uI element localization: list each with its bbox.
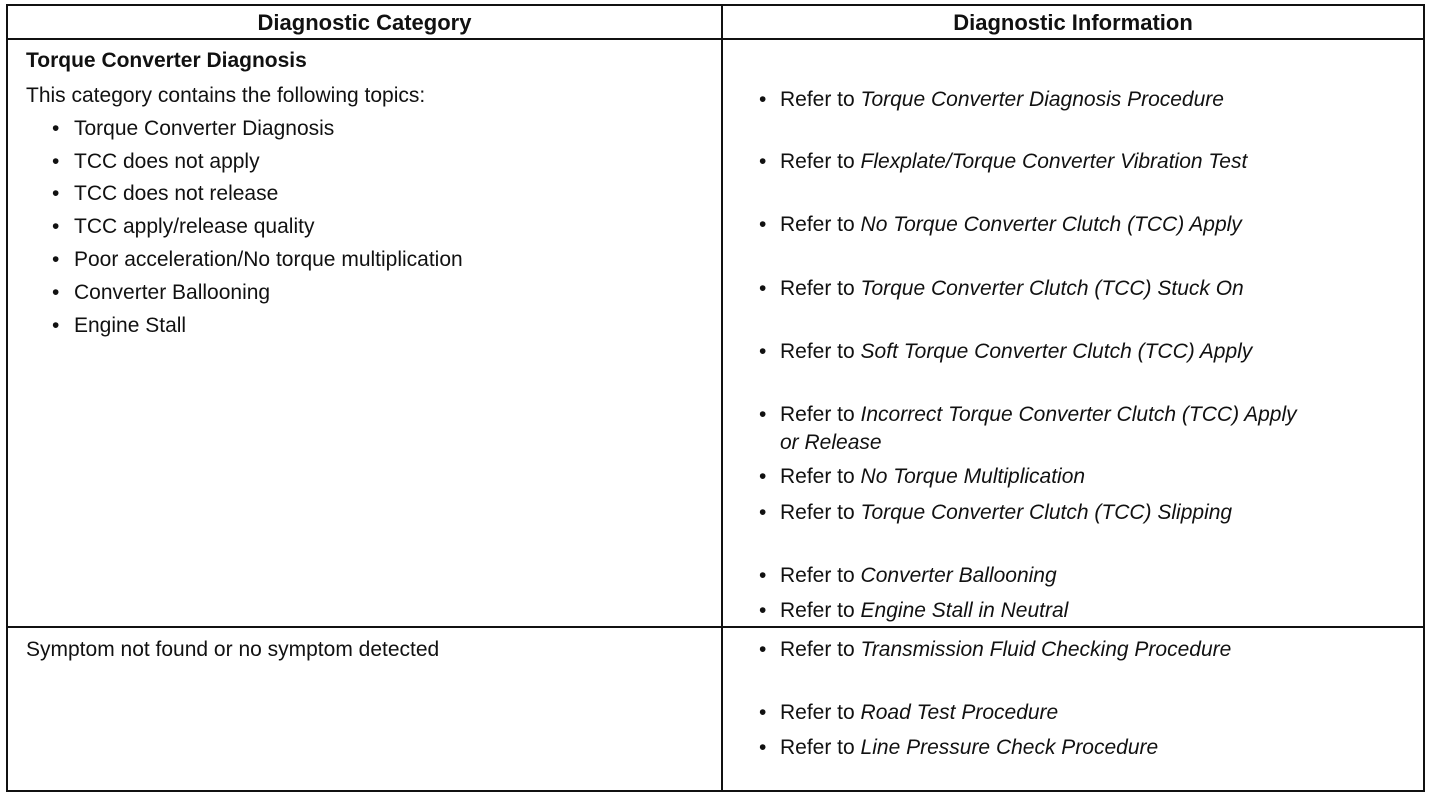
reference-link[interactable]: Soft Torque Converter Clutch (TCC) Apply [860,340,1253,363]
reference-link[interactable]: Incorrect Torque Converter Clutch (TCC) Apply [860,403,1297,426]
header-diagnostic-information: Diagnostic Information [953,10,1193,35]
bullet-icon: • [759,150,767,173]
section-title: Torque Converter Diagnosis [26,49,307,72]
refer-prefix: Refer to [780,501,855,524]
reference-continuation[interactable]: or Release [780,431,882,454]
refer-prefix: Refer to [780,150,855,173]
refer-prefix: Refer to [780,277,855,300]
bullet-icon: • [52,150,60,173]
refer-prefix: Refer to [780,213,855,236]
refer-prefix: Refer to [780,736,855,759]
bullet-icon: • [759,599,767,622]
bullet-icon: • [52,248,60,271]
reference-link[interactable]: Engine Stall in Neutral [860,599,1069,622]
reference-link[interactable]: Road Test Procedure [860,701,1059,724]
reference-item [780,597,1068,625]
bullet-icon: • [759,88,767,111]
reference-item [780,699,1058,727]
topic-item: Engine Stall [74,314,187,337]
reference-link[interactable]: No Torque Multiplication [860,465,1086,488]
bullet-icon: • [759,340,767,363]
diagnostic-table [6,4,1425,792]
reference-item [780,338,1252,366]
refer-prefix: Refer to [780,638,855,661]
reference-item [780,562,1057,590]
reference-item [780,401,1297,429]
refer-prefix: Refer to [780,599,855,622]
reference-link[interactable]: Converter Ballooning [860,564,1057,587]
symptom-category: Symptom not found or no symptom detected [26,638,440,661]
reference-item [780,275,1244,303]
bullet-icon: • [759,736,767,759]
bullet-icon: • [759,277,767,300]
bullet-icon: • [52,182,60,205]
bullet-icon: • [759,564,767,587]
reference-link[interactable]: No Torque Converter Clutch (TCC) Apply [860,213,1242,236]
reference-link[interactable]: Torque Converter Clutch (TCC) Stuck On [860,277,1244,300]
bullet-icon: • [759,465,767,488]
reference-item [780,636,1231,664]
bullet-icon: • [759,501,767,524]
reference-link[interactable]: Torque Converter Diagnosis Procedure [860,88,1224,111]
bullet-icon: • [759,213,767,236]
reference-link[interactable]: Torque Converter Clutch (TCC) Slipping [860,501,1233,524]
header-diagnostic-category: Diagnostic Category [257,10,472,35]
topic-item: Converter Ballooning [74,281,271,304]
bullet-icon: • [759,403,767,426]
reference-link[interactable]: Transmission Fluid Checking Procedure [860,638,1232,661]
reference-item [780,463,1085,491]
reference-item [780,499,1232,527]
topic-item: TCC does not release [74,182,279,205]
reference-link[interactable]: Flexplate/Torque Converter Vibration Test [860,150,1248,173]
refer-prefix: Refer to [780,465,855,488]
bullet-icon: • [52,314,60,337]
bullet-icon: • [52,215,60,238]
refer-prefix: Refer to [780,403,855,426]
reference-item [780,211,1242,239]
topic-item: Torque Converter Diagnosis [74,117,335,140]
refer-prefix: Refer to [780,564,855,587]
bullet-icon: • [759,638,767,661]
topic-item: Poor acceleration/No torque multiplication [74,248,463,271]
bullet-icon: • [52,281,60,304]
section-intro: This category contains the following topics: [26,84,426,107]
refer-prefix: Refer to [780,88,855,111]
topic-item: TCC does not apply [74,150,260,173]
bullet-icon: • [52,117,60,140]
reference-link[interactable]: Line Pressure Check Procedure [860,736,1159,759]
refer-prefix: Refer to [780,701,855,724]
topic-item: TCC apply/release quality [74,215,315,238]
reference-item [780,148,1247,176]
row-divider [8,626,1423,628]
reference-item [780,86,1224,114]
bullet-icon: • [759,701,767,724]
header-divider [8,38,1423,40]
reference-item [780,734,1158,762]
refer-prefix: Refer to [780,340,855,363]
column-divider [721,6,723,790]
